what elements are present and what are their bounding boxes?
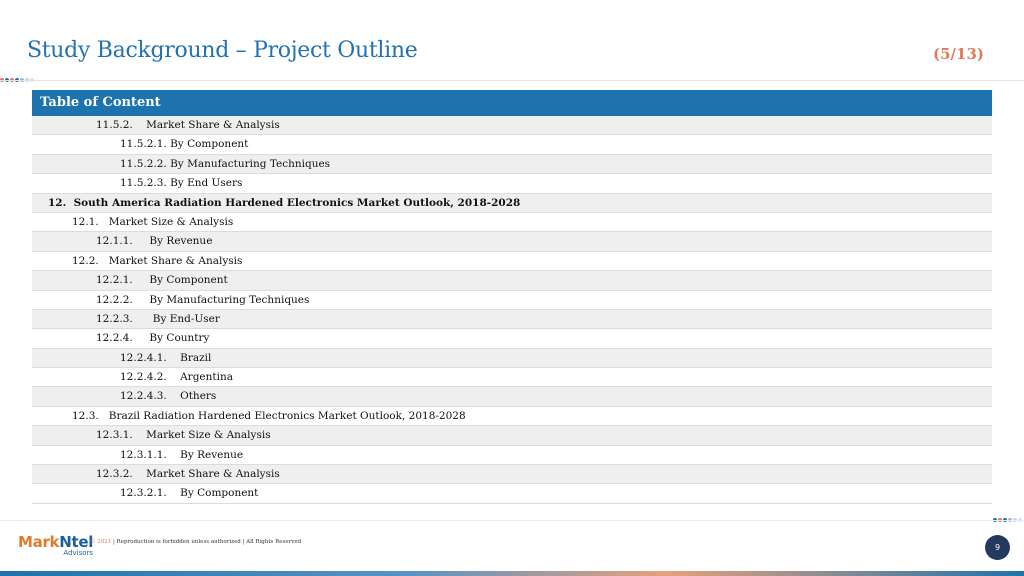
toc-row: 12. South America Radiation Hardened Electronics Market Outlook, 2018-2028 xyxy=(32,194,992,213)
page-number-badge: 9 xyxy=(985,535,1010,560)
toc-row: 12.1.1. By Revenue xyxy=(32,232,992,251)
header-divider xyxy=(0,80,1024,81)
page-count: (5/13) xyxy=(933,45,984,63)
toc-row: 12.3.2. Market Share & Analysis xyxy=(32,465,992,484)
logo-subtitle: Advisors xyxy=(63,549,94,557)
toc-row: 12.2.2. By Manufacturing Techniques xyxy=(32,291,992,310)
toc-row: 11.5.2.2. By Manufacturing Techniques xyxy=(32,155,992,174)
toc-row: 12.3.1.1. By Revenue xyxy=(32,446,992,465)
toc-row: 11.5.2. Market Share & Analysis xyxy=(32,116,992,135)
toc-row: 12.3.2.1. By Component xyxy=(32,484,992,503)
page-title: Study Background – Project Outline xyxy=(27,38,418,63)
toc-row: 12.2.4.1. Brazil xyxy=(32,349,992,368)
toc-row: 11.5.2.1. By Component xyxy=(32,135,992,154)
toc-row: 12.2.4.2. Argentina xyxy=(32,368,992,387)
toc-row: 12.2.4.3. Others xyxy=(32,387,992,406)
toc-row: 12.2.1. By Component xyxy=(32,271,992,290)
toc-row: 12.2.4. By Country xyxy=(32,329,992,348)
toc-row: 12.2. Market Share & Analysis xyxy=(32,252,992,271)
toc-row: 12.3. Brazil Radiation Hardened Electronics Market Outlook, 2018-2028 xyxy=(32,407,992,426)
table-of-contents xyxy=(32,90,992,504)
copyright-notice: © 2021 | Reproduction is forbidden unless authorized | All Rights Reserved xyxy=(90,539,302,545)
toc-list xyxy=(32,116,992,504)
toc-row: 12.3.1. Market Size & Analysis xyxy=(32,426,992,445)
marknte-logo xyxy=(18,533,93,557)
logo-wordmark: MarkNtel xyxy=(18,533,94,551)
toc-row: 11.5.2.3. By End Users xyxy=(32,174,992,193)
bottom-accent-bar xyxy=(0,571,1024,576)
toc-heading: Table of Content xyxy=(32,90,992,116)
toc-row: 12.1. Market Size & Analysis xyxy=(32,213,992,232)
footer-divider xyxy=(0,520,1024,521)
toc-row: 12.2.3. By End-User xyxy=(32,310,992,329)
